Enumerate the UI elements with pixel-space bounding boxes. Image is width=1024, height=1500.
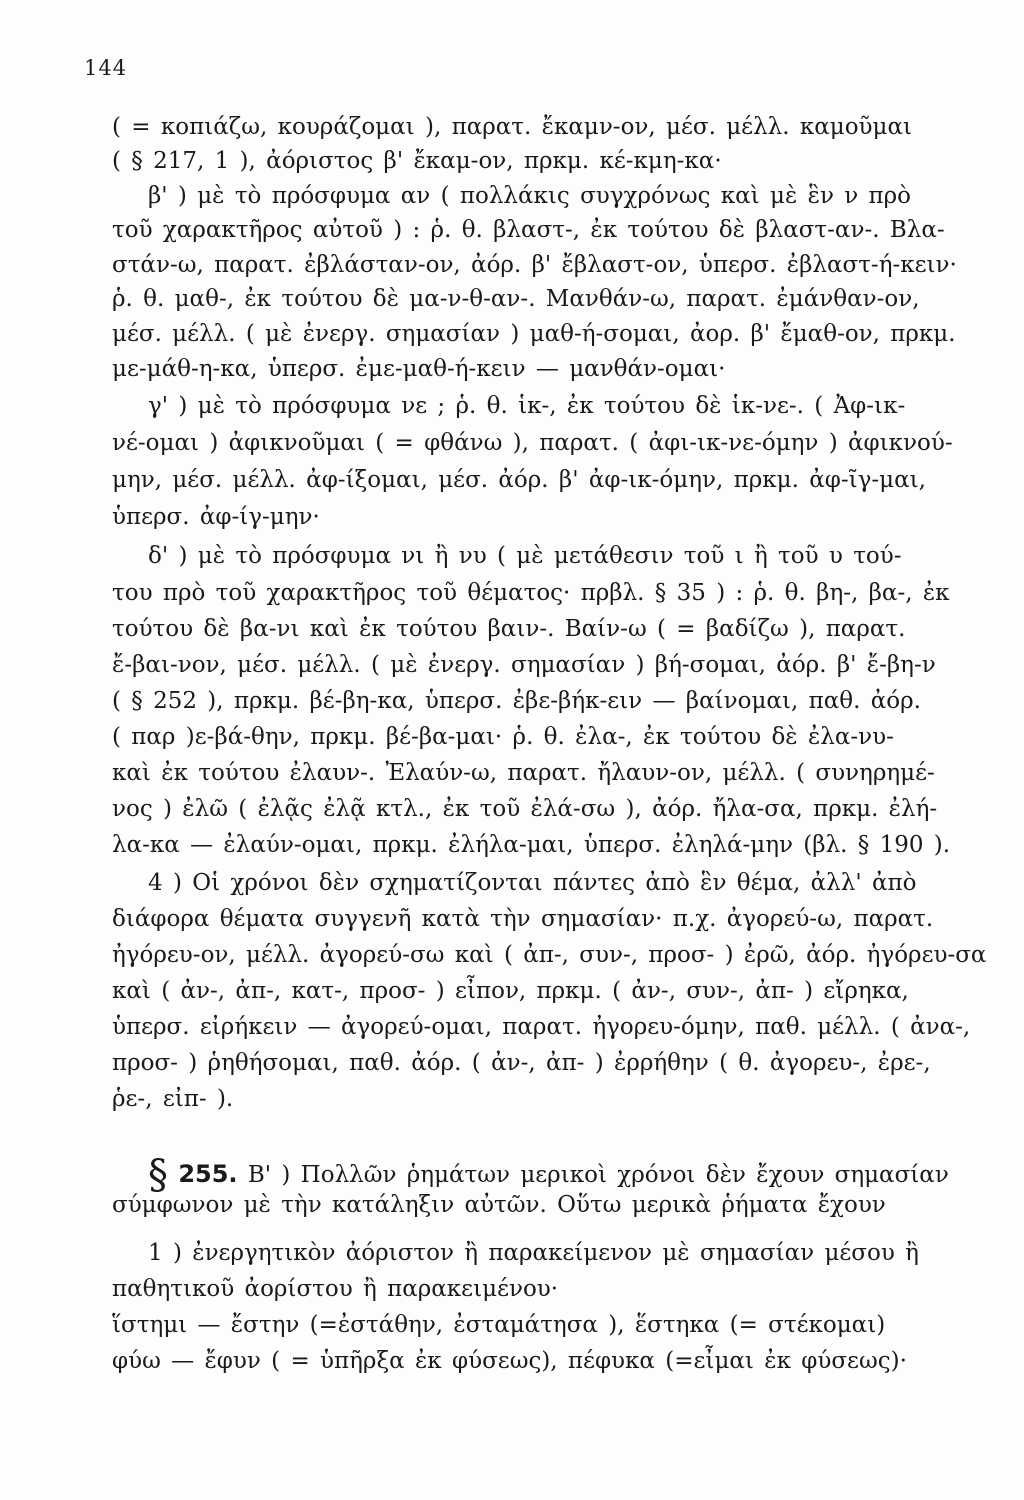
text-line: σύμφωνον μὲ τὴν κατάληξιν αὐτῶν. Οὕτω μερικὰ ῥήματα ἔχουν	[112, 1192, 886, 1218]
text-line: ὑπερσ. ἀφ-ίγ-μην·	[112, 504, 320, 530]
text-line: νος ) ἐλῶ ( ἐλᾷς ἐλᾷ κτλ., ἐκ τοῦ ἐλά-σω ), ἀόρ. ἤλα-σα, πρκμ. ἐλή-	[112, 796, 938, 822]
text-line: ὑπερσ. εἰρήκειν — ἀγορεύ-ομαι, παρατ. ἠγορευ-όμην, παθ. μέλλ. ( ἀνα-,	[112, 1014, 971, 1040]
text-line: παθητικοῦ ἀορίστου ἢ παρακειμένου·	[112, 1276, 559, 1302]
text-line: μέσ. μέλλ. ( μὲ ἐνεργ. σημασίαν ) μαθ-ή-σομαι, ἀορ. β' ἔμαθ-ον, πρκμ.	[112, 321, 956, 347]
text-line: ( παρ )ε-βά-θην, πρκμ. βέ-βα-μαι· ῥ. θ. ἐλα-, ἐκ τούτου δὲ ἐλα-νυ-	[112, 724, 894, 750]
section-heading-text: Β' ) Πολλῶν ῥημάτων μερικοὶ χρόνοι δὲν ἔχουν σημασίαν	[247, 1162, 949, 1188]
text-line: 1 ) ἐνεργητικὸν ἀόριστον ἢ παρακείμενον μὲ σημασίαν μέσου ἢ	[148, 1240, 919, 1266]
text-line: λα-κα — ἐλαύν-ομαι, πρκμ. ἐλήλα-μαι, ὑπερσ. ἐληλά-μην (βλ. § 190 ).	[112, 832, 951, 858]
text-line: τοῦ χαρακτῆρος αὐτοῦ ) : ῥ. θ. βλαστ-, ἐκ τούτου δὲ βλαστ-αν-. Βλα-	[112, 217, 945, 243]
section-heading	[148, 1152, 998, 1198]
text-line: ( § 217, 1 ), ἀόριστος β' ἔκαμ-ον, πρκμ. κέ-κμη-κα·	[112, 148, 722, 174]
text-line: 4 ) Οἱ χρόνοι δὲν σχηματίζονται πάντες ἀπὸ ἓν θέμα, ἀλλ' ἀπὸ	[148, 870, 917, 896]
text-line: προσ- ) ῥηθήσομαι, παθ. ἀόρ. ( ἀν-, ἀπ- ) ἐρρήθην ( θ. ἀγορευ-, ἐρε-,	[112, 1050, 931, 1076]
text-line: καὶ ( ἀν-, ἀπ-, κατ-, προσ- ) εἶπον, πρκμ. ( ἀν-, συν-, ἀπ- ) εἴρηκα,	[112, 978, 909, 1004]
text-line: φύω — ἔφυν ( = ὑπῆρξα ἐκ φύσεως), πέφυκα (=εἶμαι ἐκ φύσεως)·	[112, 1348, 907, 1374]
page-number: 144	[84, 56, 128, 80]
text-line: τούτου δὲ βα-νι καὶ ἐκ τούτου βαιν-. Βαίν-ω ( = βαδίζω ), παρατ.	[112, 616, 906, 642]
text-line: ( = κοπιάζω, κουράζομαι ), παρατ. ἔκαμν-ον, μέσ. μέλλ. καμοῦμαι	[112, 114, 913, 140]
text-line: ἵστημι — ἔστην (=ἐστάθην, ἐσταμάτησα ), ἕστηκα (= στέκομαι)	[112, 1312, 886, 1338]
text-line: δ' ) μὲ τὸ πρόσφυμα νι ἢ νυ ( μὲ μετάθεσιν τοῦ ι ἢ τοῦ υ τού-	[148, 543, 902, 569]
text-line: γ' ) μὲ τὸ πρόσφυμα νε ; ῥ. θ. ἱκ-, ἐκ τούτου δὲ ἱκ-νε-. ( Ἀφ-ικ-	[148, 393, 906, 419]
text-line: στάν-ω, παρατ. ἐβλάσταν-ον, ἀόρ. β' ἔβλαστ-ον, ὑπερσ. ἐβλαστ-ή-κειν·	[112, 252, 957, 278]
text-line: καὶ ἐκ τούτου ἐλαυν-. Ἐλαύν-ω, παρατ. ἤλαυν-ον, μέλλ. ( συνηρημέ-	[112, 760, 935, 786]
section-mark: §	[148, 1152, 168, 1198]
text-line: ἠγόρευ-ον, μέλλ. ἀγορεύ-σω καὶ ( ἀπ-, συν-, προσ- ) ἐρῶ, ἀόρ. ἠγόρευ-σα	[112, 942, 987, 968]
text-line: ῥε-, εἰπ- ).	[112, 1086, 234, 1112]
text-line: με-μάθ-η-κα, ὑπερσ. ἐμε-μαθ-ή-κειν — μανθάν-ομαι·	[112, 356, 726, 382]
text-line: του πρὸ τοῦ χαρακτῆρος τοῦ θέματος· πρβλ. § 35 ) : ῥ. θ. βη-, βα-, ἐκ	[112, 580, 950, 606]
text-line: ( § 252 ), πρκμ. βέ-βη-κα, ὑπερσ. ἐβε-βήκ-ειν — βαίνομαι, παθ. ἀόρ.	[112, 688, 921, 714]
text-line: β' ) μὲ τὸ πρόσφυμα αν ( πολλάκις συγχρόνως καὶ μὲ ἓν ν πρὸ	[148, 183, 912, 209]
text-line: διάφορα θέματα συγγενῆ κατὰ τὴν σημασίαν· π.χ. ἀγορεύ-ω, παρατ.	[112, 906, 934, 932]
text-line: ἔ-βαι-νον, μέσ. μέλλ. ( μὲ ἐνεργ. σημασίαν ) βή-σομαι, ἀόρ. β' ἔ-βη-ν	[112, 652, 936, 678]
section-number: 255.	[178, 1160, 238, 1188]
text-line: νέ-ομαι ) ἀφικνοῦμαι ( = φθάνω ), παρατ. ( ἀφι-ικ-νε-όμην ) ἀφικνού-	[112, 430, 953, 456]
text-line: ῥ. θ. μαθ-, ἐκ τούτου δὲ μα-ν-θ-αν-. Μανθάν-ω, παρατ. ἐμάνθαν-ον,	[112, 286, 920, 312]
text-line: μην, μέσ. μέλλ. ἀφ-ίξομαι, μέσ. ἀόρ. β' ἀφ-ικ-όμην, πρκμ. ἀφ-ῖγ-μαι,	[112, 467, 926, 493]
